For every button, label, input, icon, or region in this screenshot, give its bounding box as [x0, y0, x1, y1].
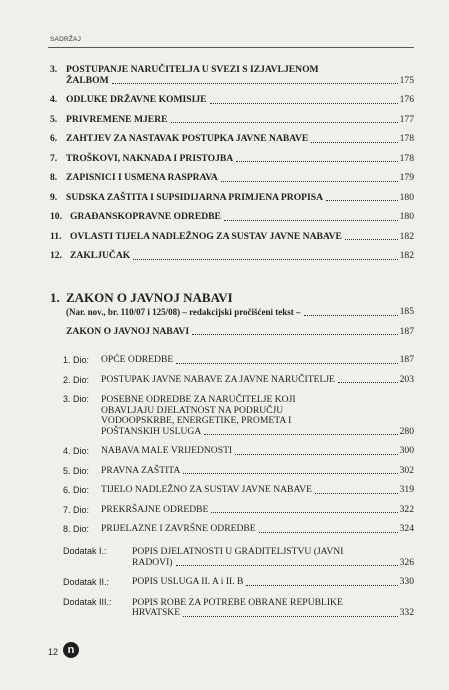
toc-entry-4: 4. ODLUKE DRŽAVNE KOMISIJE 176 — [50, 94, 414, 105]
toc-part-2: 2. Dio: POSTUPAK JAVNE NABAVE ZA JAVNE NARUČITELJE 203 — [63, 373, 414, 385]
toc-appendix-3-line2: HRVATSKE 332 — [132, 607, 414, 618]
toc-part-3-line4: POŠTANSKIH USLUGA 280 — [101, 425, 414, 437]
toc-entry-8: 8. ZAPISNICI I USMENA RASPRAVA 179 — [50, 172, 414, 183]
page-number: 12 — [48, 647, 59, 657]
section-heading — [50, 290, 233, 306]
section-list — [66, 307, 414, 337]
toc-appendix-1-line2: RADOVI) 326 — [132, 556, 414, 568]
toc-entry-3-cont: ŽALBOM 175 — [66, 74, 414, 86]
header-rule — [48, 47, 414, 48]
toc-entry-5: 5. PRIVREMENE MJERE 177 — [50, 113, 414, 125]
publisher-logo-icon: n — [63, 642, 79, 658]
toc-appendix-1: Dodatak I.: POPIS DJELATNOSTI U GRADITELJSTVU (JAVNI — [63, 546, 344, 557]
toc-entry-12: 12. ZAKLJUČAK 182 — [50, 250, 414, 261]
toc-part-8: 8. Dio: PRIJELAZNE I ZAVRŠNE ODREDBE 324 — [63, 523, 414, 534]
toc-part-3-line3: VODOOPSKRBE, ENERGETIKE, PROMETA I — [101, 415, 292, 426]
toc-part-4: 4. Dio: NABAVA MALE VRIJEDNOSTI 300 — [63, 445, 414, 456]
toc-top-list — [50, 65, 414, 262]
toc-entry-law-text: (Nar. nov., br. 110/07 i 125/08) – redakcijski pročišćeni tekst – 185 — [66, 306, 414, 317]
toc-part-3-line2: OBAVLJAJU DJELATNOST NA PODRUČJU — [101, 404, 284, 416]
section-title: ZAKON O JAVNOJ NABAVI — [66, 290, 233, 305]
toc-entry-9: 9. SUDSKA ZAŠTITA I SUPSIDIJARNA PRIMJENA PROPISA 180 — [50, 191, 414, 203]
toc-appendix-3: Dodatak III.: POPIS ROBE ZA POTREBE OBRANE REPUBLIKE — [63, 596, 343, 608]
toc-part-7: 7. Dio: PREKRŠAJNE ODREDBE 322 — [63, 503, 414, 515]
toc-entry-11: 11. OVLASTI TIJELA NADLEŽNOG ZA SUSTAV JAVNE NABAVE 182 — [50, 230, 414, 242]
running-header: SADRŽAJ — [50, 36, 82, 43]
toc-entry-10: 10. GRAĐANSKOPRAVNE ODREDBE 180 — [50, 211, 414, 222]
section-number: 1. — [50, 290, 60, 305]
toc-entry-7: 7. TROŠKOVI, NAKNADA I PRISTOJBA 178 — [50, 152, 414, 164]
toc-part-1: 1. Dio: OPĆE ODREDBE 187 — [63, 354, 414, 365]
toc-entry-3: 3. POSTUPANJE NARUČITELJA U SVEZI S IZJAVLJENOM — [50, 64, 319, 75]
toc-appendix-2: Dodatak II.: POPIS USLUGA II. A i II. B 330 — [63, 576, 414, 587]
appendix-list — [63, 546, 414, 619]
toc-part-5: 5. Dio: PRAVNA ZAŠTITA 302 — [63, 464, 414, 476]
toc-part-3: 3. Dio: POSEBNE ODREDBE ZA NARUČITELJE KOJI — [63, 394, 296, 405]
toc-entry-6: 6. ZAHTJEV ZA NASTAVAK POSTUPKA JAVNE NABAVE 178 — [50, 133, 414, 144]
toc-entry-law: ZAKON O JAVNOJ NABAVI 187 — [66, 325, 414, 337]
parts-list — [63, 355, 414, 535]
toc-part-6: 6. Dio: TIJELO NADLEŽNO ZA SUSTAV JAVNE NABAVE 319 — [63, 484, 414, 495]
